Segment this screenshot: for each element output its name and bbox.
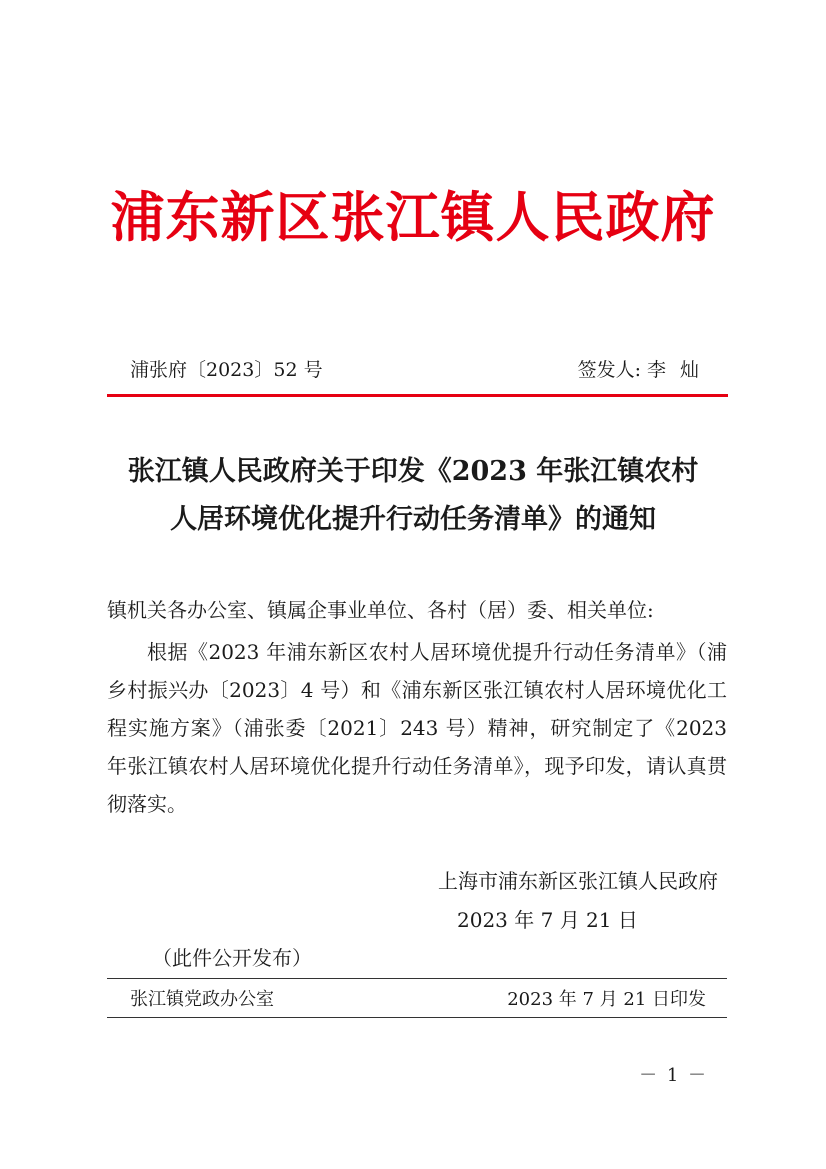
recipients-line: 镇机关各办公室、镇属企事业单位、各村（居）委、相关单位:: [107, 598, 654, 622]
body-paragraph: 根据《2023 年浦东新区农村人居环境优提升行动任务清单》（浦乡村振兴办〔2023〕4 号）和《浦东新区张江镇农村人居环境优化工程实施方案》（浦张委〔2021〕243 号）精神，研究制定了《2023 年张江镇农村人居环境优化提升行动任务清单》，现予印发，请认真贯彻落实。: [107, 640, 727, 816]
footer-bottom-rule: [107, 1017, 727, 1018]
footer-top-rule: [107, 978, 727, 979]
red-separator-line: [107, 394, 728, 397]
signer-label: 签发人:: [577, 359, 641, 381]
signer-row: [578, 356, 713, 384]
document-title-line-1: 张江镇人民政府关于印发《2023 年张江镇农村: [127, 456, 699, 487]
signing-organization: 上海市浦东新区张江镇人民政府: [438, 869, 718, 893]
issuing-organization-header: 浦东新区张江镇人民政府: [110, 185, 716, 249]
document-title: [90, 448, 736, 544]
document-title-line-2: 人居环境优化提升行动任务清单》的通知: [170, 504, 656, 535]
signer-name: 李灿: [646, 359, 713, 381]
signing-date: 2023 年 7 月 21 日: [457, 908, 638, 932]
page-number: － 1 －: [639, 1065, 708, 1086]
issue-date: 2023 年 7 月 21 日印发: [507, 989, 706, 1010]
issuing-office: 张江镇党政办公室: [130, 989, 274, 1010]
document-number: 浦张府〔2023〕52 号: [130, 359, 323, 381]
public-release-note: （此件公开发布）: [152, 946, 312, 970]
